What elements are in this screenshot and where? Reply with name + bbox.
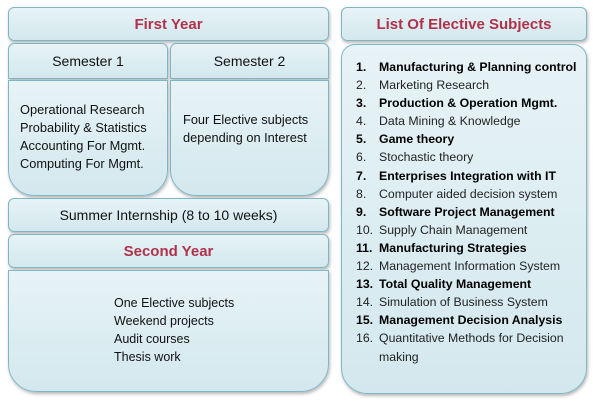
elective-label: Manufacturing Strategies [379,240,527,255]
elective-label: Management Decision Analysis [379,313,563,328]
elective-item [356,148,586,166]
elective-number: 14. [356,295,374,310]
elective-number: 9. [356,204,367,219]
second-year-header [8,234,329,268]
elective-number: 3. [356,96,367,111]
elective-label: Marketing Research [379,78,490,93]
elective-item [356,329,586,347]
elective-number: 1. [356,60,367,74]
elective-number: 12. [356,259,374,274]
elective-item [356,185,586,203]
elective-item [356,348,586,366]
elective-number: 11. [356,240,373,255]
electives-list [356,58,586,366]
elective-label: Stochastic theory [379,150,474,165]
elective-label: Production & Operation Mgmt. [379,96,558,111]
first-year-header [8,7,329,41]
elective-label: Total Quality Management [379,277,532,292]
elective-item [356,311,586,329]
electives-title: List Of Elective Subjects [376,15,552,33]
elective-label: Manufacturing & Planning control [379,60,577,74]
subject-item: Accounting For Mgmt. [20,138,146,153]
elective-label: making [379,349,419,364]
elective-label: Simulation of Business System [379,295,548,310]
elective-label: Game theory [379,132,455,147]
elective-item [356,275,586,293]
subject-item: Computing For Mgmt. [20,156,144,171]
second-year-item: Thesis work [114,350,181,364]
second-year-title: Second Year [123,242,214,260]
elective-item [356,293,586,311]
elective-item [356,221,586,239]
elective-label: Management Information System [379,259,561,274]
semester-1-label: Semester 1 [52,53,124,69]
elective-item [356,203,586,221]
elective-item [356,239,586,257]
elective-item [356,257,586,275]
semester-1-header [8,43,168,79]
first-year-title: First Year [134,15,203,33]
elective-label: Quantitative Methods for Decision [379,331,564,346]
elective-item [356,58,586,76]
semester-2-line: Four Elective subjects [183,112,309,127]
semester-2-content [170,80,329,196]
second-year-item: Audit courses [114,332,190,346]
elective-number: 16. [356,331,374,346]
elective-number: 5. [356,132,367,147]
elective-label: Data Mining & Knowledge [379,114,521,129]
elective-item [356,167,586,185]
second-year-content [8,270,329,392]
semester-1-subjects [8,80,168,196]
subject-item: Probability & Statistics [20,120,147,135]
electives-header [341,7,587,41]
elective-number: 4. [356,114,367,129]
elective-number: 15. [356,313,374,328]
elective-item [356,130,586,148]
elective-number: 13. [356,277,374,292]
second-year-item: Weekend projects [114,314,214,328]
elective-label: Software Project Management [379,204,555,219]
elective-number: 2. [356,78,367,93]
electives-list-panel [341,44,587,394]
semester-2-label: Semester 2 [213,53,286,69]
semester-2-line: depending on Interest [183,130,307,145]
elective-number: 7. [356,168,367,183]
second-year-item: One Elective subjects [114,296,235,310]
elective-label: Computer aided decision system [379,186,558,201]
elective-item [356,94,586,112]
elective-item [356,76,586,94]
elective-item [356,112,586,130]
subject-item: Operational Research [20,102,145,117]
elective-number: 8. [356,186,367,201]
summer-internship-label: Summer Internship (8 to 10 weeks) [59,207,278,223]
elective-number: 6. [356,150,367,165]
elective-number: 10. [356,222,374,237]
semester-2-header [170,43,329,79]
elective-number [356,348,379,366]
elective-label: Supply Chain Management [379,222,528,237]
summer-internship [8,198,329,232]
elective-label: Enterprises Integration with IT [379,168,556,183]
